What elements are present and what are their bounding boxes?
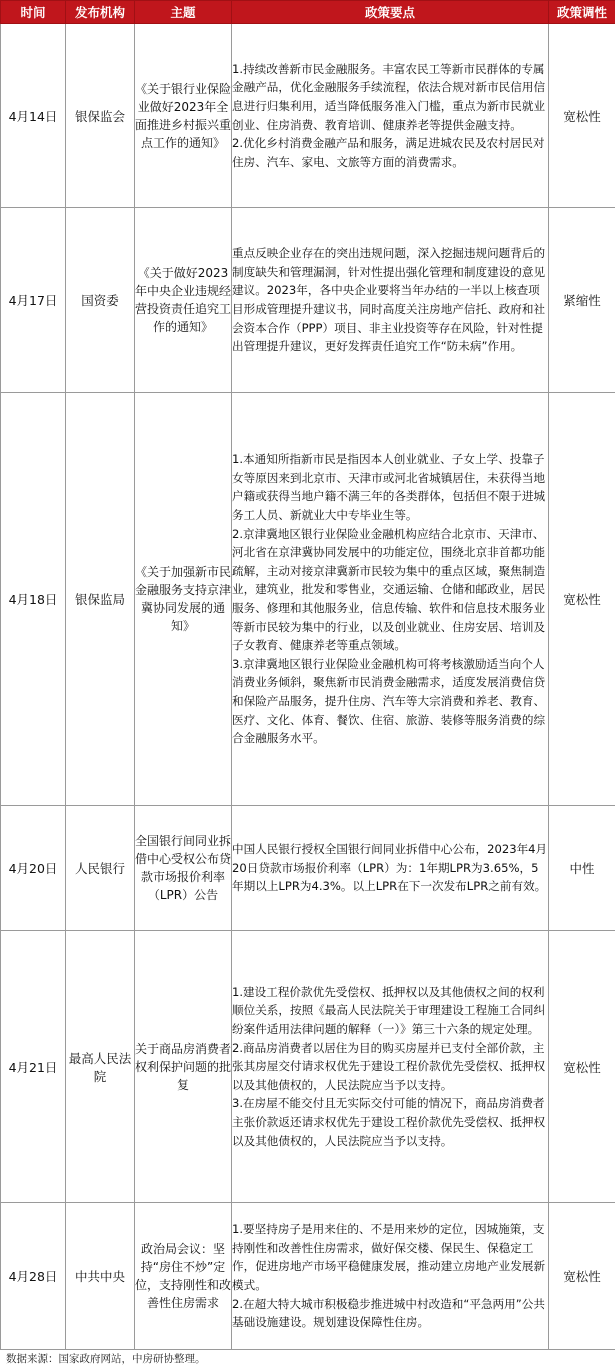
point-text: 2.在超大特大城市积极稳步推进城中村改造和“平急两用”公共基础设施建设。规划建设保障性住房。 <box>232 1296 545 1330</box>
row-date: 4月21日 <box>1 931 66 1203</box>
header-org: 发布机构 <box>66 1 135 24</box>
row-points <box>232 208 549 393</box>
header-date: 时间 <box>1 1 66 24</box>
table-row <box>1 806 615 931</box>
table-row <box>1 208 615 393</box>
row-org: 国资委 <box>66 208 135 393</box>
point-text: 中国人民银行授权全国银行间同业拆借中心公布，2023年4月20日贷款市场报价利率（LPR）为：1年期LPR为3.65%，5年期以上LPR为4.3%。以上LPR在下一次发布LPR之前有效。 <box>232 842 548 894</box>
table-header-row <box>1 1 615 24</box>
source-note: 数据来源：国家政府网站，中房研协整理。 <box>6 1353 206 1365</box>
table-row <box>1 393 615 806</box>
point-text: 2.京津冀地区银行业保险业金融机构应结合北京市、天津市、河北省在京津冀协同发展中的功能定位，围绕北京非首都功能疏解，主动对接京津冀新市民较为集中的重点区域，聚焦制造业，建筑业，批发和零售业，交通运输、仓储和邮政业，居民服务、修理和其他服务业，信息传输、软件和信息技术服务业等新市民较为集中的行业，以及创业就业、住房安居、培训及子女教育、健康养老等重点领域。 <box>232 526 546 653</box>
row-topic: 关于商品房消费者权利保护问题的批复 <box>135 931 232 1203</box>
point-text: 1.本通知所指新市民是指因本人创业就业、子女上学、投靠子女等原因来到北京市、天津市或河北省城镇居住，未获得当地户籍或获得当地户籍不满三年的各类群体，包括但不限于进城务工人员、新就业大中专毕业生等。 <box>232 452 546 523</box>
row-tone: 宽松性 <box>549 1203 615 1350</box>
row-org: 银保监局 <box>66 393 135 806</box>
header-points: 政策要点 <box>232 1 549 24</box>
row-tone: 宽松性 <box>549 24 615 208</box>
point-text: 2.商品房消费者以居住为目的购买房屋并已支付全部价款，主张其房屋交付请求权优先于建设工程价款优先受偿权、抵押权以及其他债权的，人民法院应当予以支持。 <box>232 1040 546 1092</box>
point-text: 1.建设工程价款优先受偿权、抵押权以及其他债权之间的权利顺位关系，按照《最高人民法院关于审理建设工程施工合同纠纷案件适用法律问题的解释（一）》第三十六条的规定处理。 <box>232 984 546 1037</box>
row-tone: 宽松性 <box>549 393 615 806</box>
row-points <box>232 931 549 1203</box>
row-topic: 政治局会议：坚持“房住不炒”定位，支持刚性和改善性住房需求 <box>135 1203 232 1350</box>
row-date: 4月18日 <box>1 393 66 806</box>
row-points <box>232 393 549 806</box>
header-topic: 主题 <box>135 1 232 24</box>
point-text: 2.优化乡村消费金融产品和服务，满足进城农民及农村居民对住房、汽车、家电、文旅等方面的消费需求。 <box>232 136 545 169</box>
row-date: 4月20日 <box>1 806 66 931</box>
header-tone: 政策调性 <box>549 1 615 24</box>
row-tone: 中性 <box>549 806 615 931</box>
row-topic: 《关于加强新市民金融服务支持京津冀协同发展的通知》 <box>135 393 232 806</box>
table-row <box>1 931 615 1203</box>
row-org: 银保监会 <box>66 24 135 208</box>
row-topic: 《关于做好2023年中央企业违规经营投资责任追究工作的通知》 <box>135 208 232 393</box>
row-points <box>232 1203 549 1350</box>
row-date: 4月14日 <box>1 24 66 208</box>
point-text: 3.在房屋不能交付且无实际交付可能的情况下，商品房消费者主张价款返还请求权优先于建设工程价款优先受偿权、抵押权以及其他债权的，人民法院应当予以支持。 <box>232 1096 546 1148</box>
row-date: 4月17日 <box>1 208 66 393</box>
table-row <box>1 24 615 208</box>
point-text: 3.京津冀地区银行业保险业金融机构可将考核激励适当向个人消费业务倾斜，聚焦新市民消费金融需求，适度发展消费信贷和保险产品服务，提升住房、汽车等大宗消费和养老、教育、医疗、文化、体育、餐饮、住宿、旅游、装修等服务消费的综合金融服务水平。 <box>232 656 546 746</box>
row-points <box>232 806 549 931</box>
point-text: 重点反映企业存在的突出违规问题，深入挖掘违规问题背后的制度缺失和管理漏洞，针对性提出强化管理和制度建设的意见建议。2023年，各中央企业要将当年办结的一半以上核查项目形成管理提升建议书，同时高度关注房地产信托、政府和社会资本合作（PPP）项目、非主业投资等存在风险，针对性提出管理提升建议，更好发挥责任追究工作“防未病”作用。 <box>232 246 546 354</box>
table-row <box>1 1203 615 1350</box>
row-date: 4月28日 <box>1 1203 66 1350</box>
row-org: 最高人民法院 <box>66 931 135 1203</box>
point-text: 1.持续改善新市民金融服务。丰富农民工等新市民群体的专属金融产品，优化金融服务手续流程，依法合规对新市民信用信息进行归集利用，适当降低服务准入门槛，重点为新市民就业创业、住房消费、教育培训、健康养老等提供金融支持。 <box>232 61 546 132</box>
row-org: 中共中央 <box>66 1203 135 1350</box>
row-topic: 全国银行间同业拆借中心受权公布贷款市场报价利率（LPR）公告 <box>135 806 232 931</box>
row-tone: 宽松性 <box>549 931 615 1203</box>
row-topic: 《关于银行业保险业做好2023年全面推进乡村振兴重点工作的通知》 <box>135 24 232 208</box>
row-tone: 紧缩性 <box>549 208 615 393</box>
row-org: 人民银行 <box>66 806 135 931</box>
row-points <box>232 24 549 208</box>
point-text: 1.要坚持房子是用来住的、不是用来炒的定位，因城施策，支持刚性和改善性住房需求，做好保交楼、保民生、保稳定工作，促进房地产市场平稳健康发展，推动建立房地产业发展新模式。 <box>232 1222 546 1292</box>
